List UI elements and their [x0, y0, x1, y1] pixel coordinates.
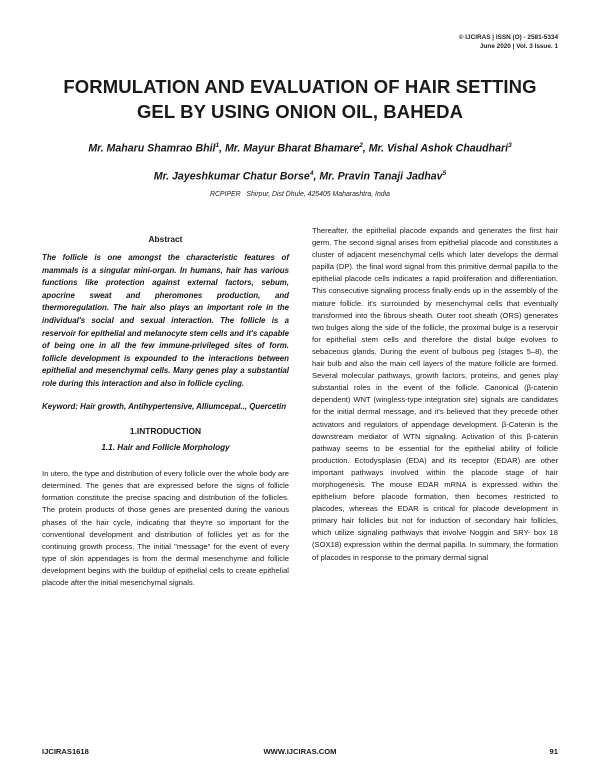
author-list: Mr. Maharu Shamrao Bhil$^1$, Mr. Mayur Bharat Bhamare$^2$, Mr. Vishal Ashok Chaudhari$^3$ Mr. Jayeshkumar Chatur Borse$^4$, Mr. Pravin Tanaji Jadhav$^5$ [88, 142, 512, 183]
section-heading: 1.INTRODUCTION [129, 426, 202, 437]
abstract-text: The follicle is one amongst the characteristic features of mammals is a singular mini-organ. In humans, hair has various functions like protection against external factors, sebum, apocrine sweat and pheromones production, and thermoregulation. The hair also plays an important role in the individual's social and sexual interaction. The follicle is a reservoir for epithelial and melanocyte stem cells and it's capable of being one in all the few immune-privileged sites of form. follicle development is expounded to the interactions between epithelial and mesenchymal cells. Many genes play a substantial role during this interaction and also in follicle cycling. [42, 253, 289, 388]
author-name: Mr. Pravin Tanaji Jadhav [319, 170, 443, 183]
abstract-heading: Abstract [148, 234, 183, 244]
author-name: Mr. Jayeshkumar Chatur Borse [153, 170, 310, 183]
author-affiliation-mark: 2 [359, 142, 363, 149]
author-affiliation-mark: 5 [442, 169, 447, 177]
author-affiliation-mark: 4 [309, 169, 314, 177]
author-name: Mr. Maharu Shamrao Bhil [88, 142, 216, 155]
paper-title [30, 74, 570, 124]
author-name: Mr. Mayur Bharat Bhamare [224, 142, 360, 155]
affiliation: RCPIPER Shirpur, Dist Dhule, 425405 Maharashtra, India [209, 191, 390, 198]
author-affiliation-mark: 3 [508, 142, 512, 149]
author-name: Mr. Vishal Ashok Chaudhari [368, 142, 509, 155]
journal-info [459, 33, 558, 51]
author-affiliation-mark: 1 [215, 142, 220, 149]
title-line-2: GEL BY USING ONION OIL, BAHEDA [136, 101, 464, 122]
page-number: 91 [549, 747, 558, 756]
subsection-heading: 1.1. Hair and Follicle Morphology [101, 443, 230, 453]
journal-website: WWW.IJCIRAS.COM [263, 747, 337, 756]
paper-id: IJCIRAS1618 [42, 747, 89, 756]
left-column [42, 234, 289, 589]
right-column [312, 225, 558, 564]
body-paragraph-right: Thereafter, the epithelial placode expands and generates the first hair germ. The second signal arises from epithelial placode and constitutes a cluster of adjacent mesenchymal cells which later develops the dermal papilla (DP). the final word signal from this primitive dermal papilla to the epithelial placode cells indicates a rapid proliferation and differentiation. This consecutive signaling process finally ends up in the assembly of the mature follicle. it's surrounded by mesenchymal cells that eventually transformed into the fibrous sheath. Outer root sheath (ORS) generates two bulges along the side of the follicle, the proximal bulge is a reservoir for epithelial stem cells and therefore the distal bulge evolves to sebaceous glands. During the event of bulbous peg (stages 5–8), the hair bulb and also the main cell layers of the mature follicle are formed. Several molecular pathways, growth factors, proteins, and genes play substantial roles in the event of the follicle. Canonical (β-catenin dependent) WNT (wingless-type integration site) signals are candidates for the initial dermal message, and it's believed that they precede other activators and regulators of appendage development. β-Catenin is the downstream mediator of WTN signaling. Activation of this β-catenin pathway seems to be essential for the epithelial ability of follicle production. Ectodysplasin (EDA) and its receptor (EDAR) are other important pathways involved within the placode stage of hair morphogenesis. The mouse EDAR mRNA is expressed within the epithelium before placode formation, then becomes restricted to placodes, whereas the EDAR is critical for placode development in primary hair follicles but not for induction of secondary hair follicles, which utilize signaling pathways that involve Noggin and SRY- box 18 (SOX18) expression within the dermal papilla. In summary, the formation of placodes in response to the primary dermal signal [312, 226, 558, 562]
issue-line: June 2020 | Vol. 3 Issue. 1 [479, 43, 558, 50]
issn-line: © IJCIRAS | ISSN (O) - 2581-5334 [458, 34, 558, 41]
body-paragraph-left: In utero, the type and distribution of every follicle over the whole body are determined. The genes that are expressed before the signs of follicle formation constitute the precise spacing and distribution of the follicles. The protein products of those genes are presented during the various phases of the hair cycle, indicating that they're so important for the conventional development and distribution of follicles yet as for the continuing growth process. The initial "message" for the event of every type of skin appendages is from the dermal mesenchyme and follicle development begins with the buildup of epithelial cells to create epithelial placode after the initial mesenchymal signals. [42, 469, 289, 587]
keywords: Keyword: Hair growth, Antihypertensive, Alliumcepal.., Quercetin [42, 401, 287, 411]
title-line-1: FORMULATION AND EVALUATION OF HAIR SETTING [63, 76, 537, 97]
